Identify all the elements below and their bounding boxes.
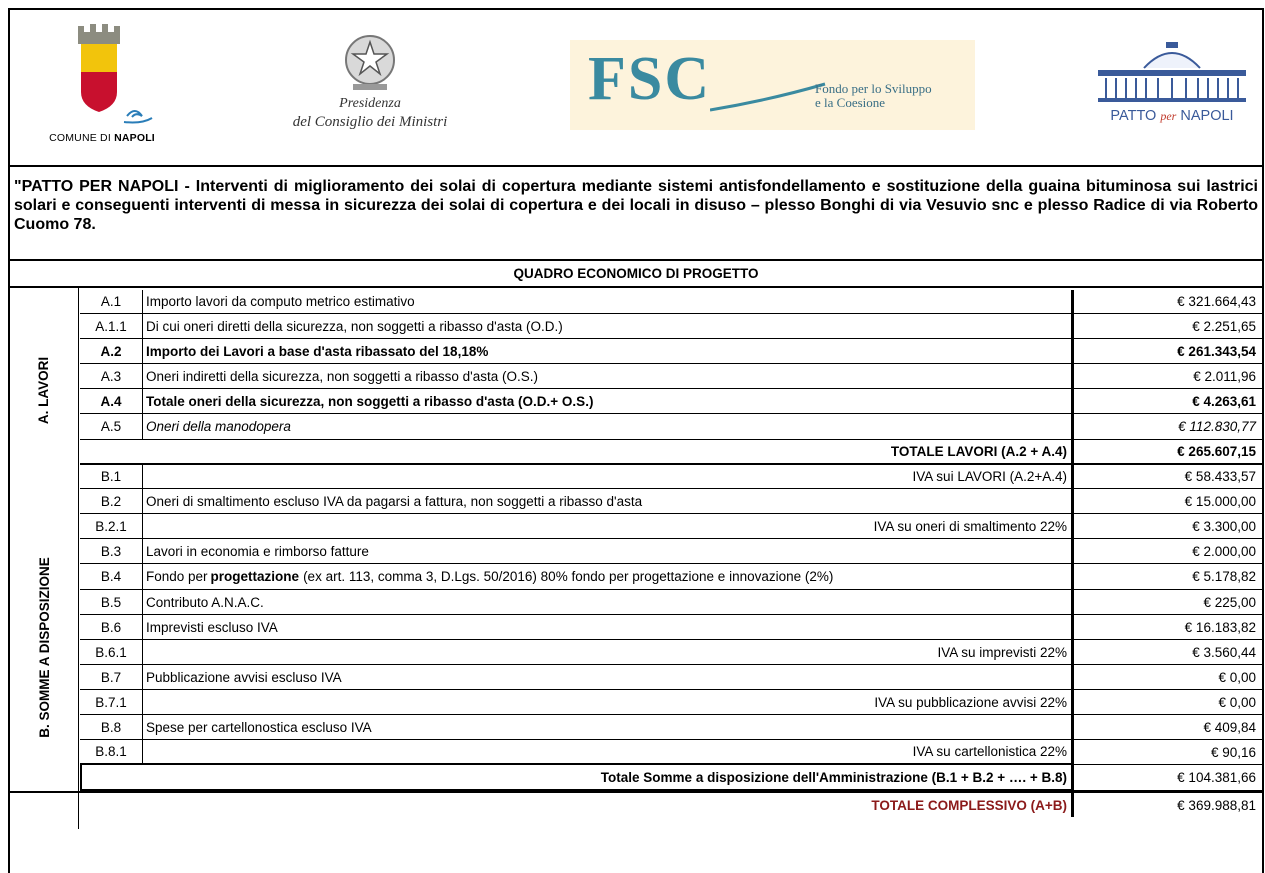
teatro-san-carlo-icon bbox=[1088, 38, 1256, 104]
row-description: Totale oneri della sicurezza, non soggetti a ribasso d'asta (O.D.+ O.S.) bbox=[142, 389, 1071, 414]
table-row bbox=[10, 465, 1262, 489]
row-amount: € 0,00 bbox=[1071, 665, 1262, 690]
row-code: B.8.1 bbox=[80, 740, 142, 765]
row-description: Pubblicazione avvisi escluso IVA bbox=[142, 665, 1071, 690]
grand-total-amount: € 369.988,81 bbox=[1071, 793, 1262, 817]
row-amount: € 90,16 bbox=[1071, 740, 1262, 765]
table-header: QUADRO ECONOMICO DI PROGETTO bbox=[10, 259, 1262, 288]
table-row bbox=[10, 290, 1262, 314]
row-description: Spese per cartellonostica escluso IVA bbox=[142, 715, 1071, 740]
row-description: Imprevisti escluso IVA bbox=[142, 615, 1071, 640]
row-code: B.1 bbox=[80, 465, 142, 489]
row-code: B.4 bbox=[80, 564, 142, 590]
row-description: Lavori in economia e rimborso fatture bbox=[142, 539, 1071, 564]
row-code: B.7 bbox=[80, 665, 142, 690]
table-row bbox=[10, 740, 1262, 765]
row-code: B.3 bbox=[80, 539, 142, 564]
section-b-total-label: Totale Somme a disposizione dell'Amministrazione (B.1 + B.2 + …. + B.8) bbox=[80, 765, 1071, 791]
row-description: Di cui oneri diretti della sicurezza, non soggetti a ribasso d'asta (O.D.) bbox=[142, 314, 1071, 339]
row-description: IVA sui LAVORI (A.2+A.4) bbox=[142, 465, 1071, 489]
table-row bbox=[10, 389, 1262, 414]
row-amount: € 2.251,65 bbox=[1071, 314, 1262, 339]
row-amount: € 3.300,00 bbox=[1071, 514, 1262, 539]
comune-caption: COMUNE DI NAPOLI bbox=[49, 132, 155, 144]
row-amount: € 4.263,61 bbox=[1071, 389, 1262, 414]
row-code: B.2 bbox=[80, 489, 142, 514]
row-amount: € 2.011,96 bbox=[1071, 364, 1262, 389]
row-code: A.3 bbox=[80, 364, 142, 389]
row-code: B.6.1 bbox=[80, 640, 142, 665]
row-code: A.5 bbox=[80, 414, 142, 440]
table-row bbox=[10, 564, 1262, 590]
title-block bbox=[10, 165, 1262, 259]
napoli-shield-icon bbox=[32, 20, 172, 130]
row-description: Oneri di smaltimento escluso IVA da pagarsi a fattura, non soggetti a ribasso d'asta bbox=[142, 489, 1071, 514]
table-row bbox=[10, 514, 1262, 539]
section-a-total-row bbox=[10, 440, 1262, 465]
row-description: Oneri della manodopera bbox=[142, 414, 1071, 440]
row-description: Contributo A.N.A.C. bbox=[142, 590, 1071, 615]
row-amount: € 225,00 bbox=[1071, 590, 1262, 615]
section-b-total-amount: € 104.381,66 bbox=[1071, 765, 1262, 791]
row-amount: € 5.178,82 bbox=[1071, 564, 1262, 590]
row-description: IVA su oneri di smaltimento 22% bbox=[142, 514, 1071, 539]
fsc-swoosh-icon bbox=[710, 80, 830, 120]
patto-per-napoli-logo bbox=[1088, 38, 1256, 143]
row-code: B.6 bbox=[80, 615, 142, 640]
table-row bbox=[10, 364, 1262, 389]
fsc-subtitle: Fondo per lo Sviluppo e la Coesione bbox=[815, 81, 932, 110]
section-b-total-row bbox=[10, 765, 1262, 791]
presidenza-line-1: Presidenza bbox=[339, 96, 401, 111]
row-amount: € 112.830,77 bbox=[1071, 414, 1262, 440]
presidenza-consiglio-logo bbox=[255, 32, 485, 147]
row-code: A.1 bbox=[80, 290, 142, 314]
grand-total-row bbox=[10, 791, 1262, 829]
row-amount: € 58.433,57 bbox=[1071, 465, 1262, 489]
presidenza-line-2: del Consiglio dei Ministri bbox=[292, 114, 448, 130]
fsc-wordmark: FSC bbox=[588, 45, 712, 113]
document-frame bbox=[8, 8, 1264, 873]
table-row bbox=[10, 640, 1262, 665]
table-row bbox=[10, 615, 1262, 640]
row-description: Importo dei Lavori a base d'asta ribassato del 18,18% bbox=[142, 339, 1071, 364]
row-description: Importo lavori da computo metrico estimativo bbox=[142, 290, 1071, 314]
grand-total-label: TOTALE COMPLESSIVO (A+B) bbox=[871, 797, 1067, 813]
row-code: B.7.1 bbox=[80, 690, 142, 715]
table-row bbox=[10, 339, 1262, 364]
row-amount: € 2.000,00 bbox=[1071, 539, 1262, 564]
row-code: B.2.1 bbox=[80, 514, 142, 539]
section-a-label: A. LAVORI bbox=[10, 288, 79, 492]
comune-di-napoli-logo bbox=[32, 20, 172, 150]
row-description: IVA su imprevisti 22% bbox=[142, 640, 1071, 665]
table-row bbox=[10, 539, 1262, 564]
table-row bbox=[10, 314, 1262, 339]
table-row bbox=[10, 414, 1262, 440]
row-amount: € 321.664,43 bbox=[1071, 290, 1262, 314]
row-amount: € 3.560,44 bbox=[1071, 640, 1262, 665]
row-amount: € 261.343,54 bbox=[1071, 339, 1262, 364]
logo-band bbox=[10, 10, 1262, 165]
fsc-logo bbox=[570, 40, 975, 130]
republic-emblem-icon bbox=[255, 32, 485, 94]
section-b-label: B. SOMME A DISPOSIZIONE bbox=[10, 465, 79, 829]
row-amount: € 16.183,82 bbox=[1071, 615, 1262, 640]
table-row bbox=[10, 590, 1262, 615]
row-amount: € 409,84 bbox=[1071, 715, 1262, 740]
patto-wordmark: PATTO per NAPOLI bbox=[1110, 108, 1234, 124]
table-row bbox=[10, 715, 1262, 740]
table-row bbox=[10, 690, 1262, 715]
row-code: B.8 bbox=[80, 715, 142, 740]
row-description: IVA su cartellonistica 22% bbox=[142, 740, 1071, 765]
section-a-total-amount: € 265.607,15 bbox=[1071, 440, 1262, 465]
row-code: B.5 bbox=[80, 590, 142, 615]
row-code: A.2 bbox=[80, 339, 142, 364]
row-description: IVA su pubblicazione avvisi 22% bbox=[142, 690, 1071, 715]
row-description: Oneri indiretti della sicurezza, non soggetti a ribasso d'asta (O.S.) bbox=[142, 364, 1071, 389]
row-description: Fondo per progettazione (ex art. 113, comma 3, D.Lgs. 50/2016) 80% fondo per progettazione e innovazione (2%) bbox=[142, 564, 1071, 590]
row-code: A.4 bbox=[80, 389, 142, 414]
table-row bbox=[10, 489, 1262, 514]
table-row bbox=[10, 665, 1262, 690]
row-amount: € 0,00 bbox=[1071, 690, 1262, 715]
row-code: A.1.1 bbox=[80, 314, 142, 339]
project-title: "PATTO PER NAPOLI - Interventi di miglioramento dei solai di copertura mediante sistemi antisfondellamento e sostituzione della guaina bituminosa sui lastrici solari e conseguenti interventi di messa in sicurezza dei solai di copertura e dei locali in disuso – plesso Bonghi di via Vesuvio snc e plesso Radice di via Roberto Cuomo 78. bbox=[14, 178, 1258, 233]
section-a-total-label: TOTALE LAVORI (A.2 + A.4) bbox=[80, 440, 1071, 465]
row-amount: € 15.000,00 bbox=[1071, 489, 1262, 514]
